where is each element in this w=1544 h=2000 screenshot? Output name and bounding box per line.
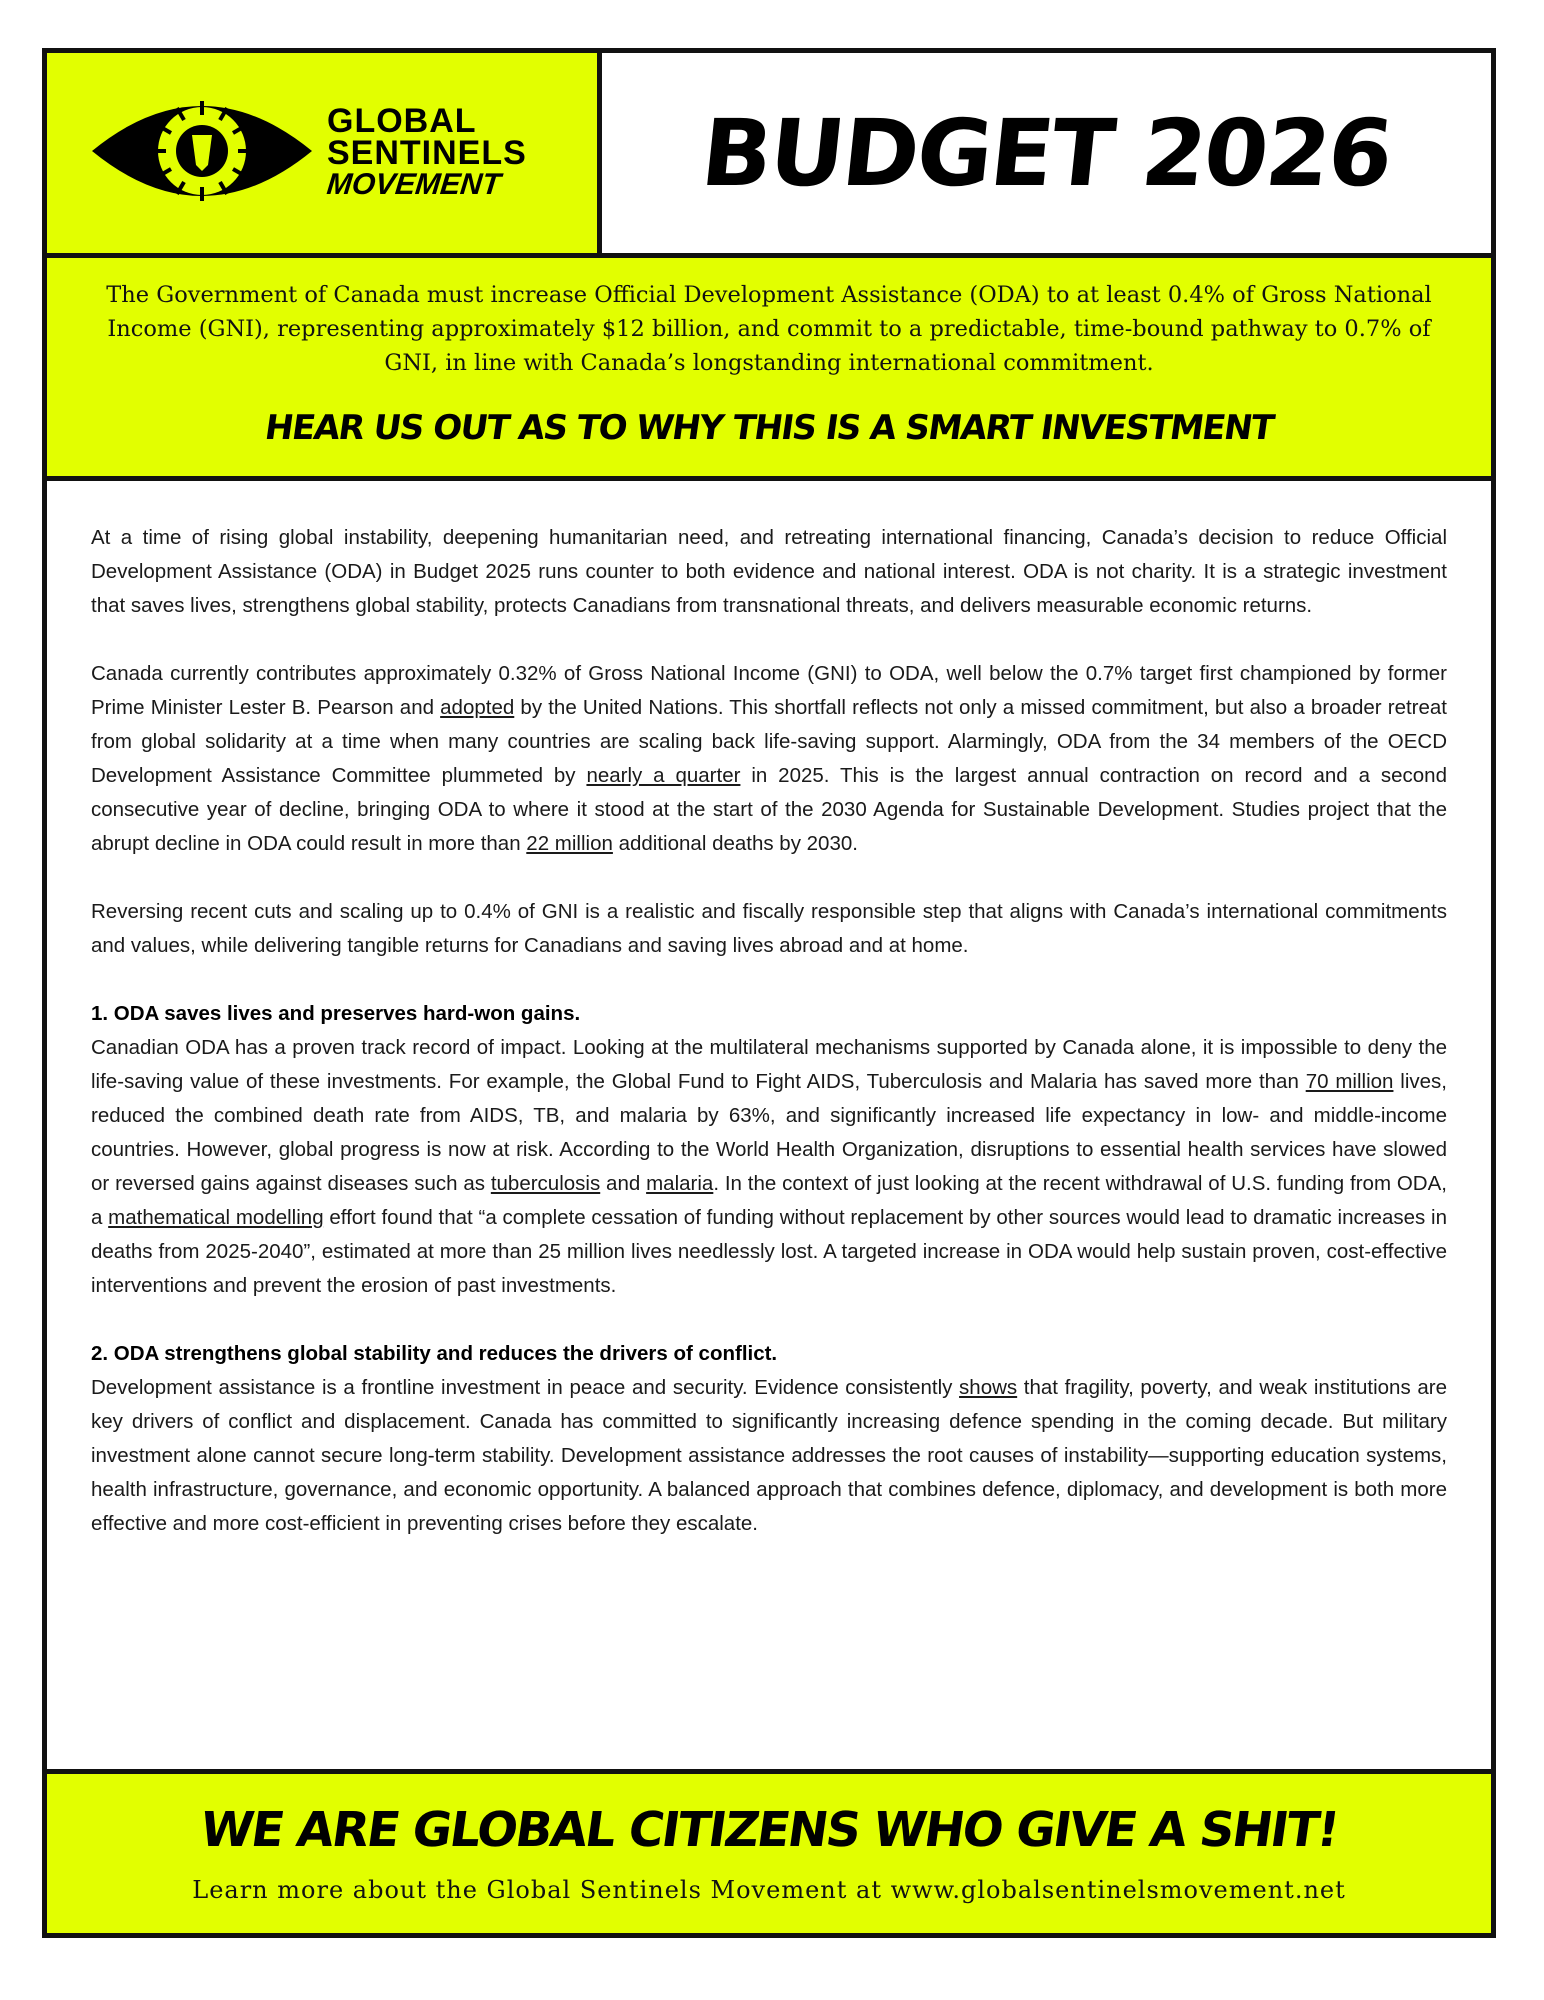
tagline: HEAR US OUT AS TO WHY THIS IS A SMART INVESTMENT [262, 408, 1276, 448]
footer-slogan: WE ARE GLOBAL CITIZENS WHO GIVE A SHIT! [196, 1802, 1342, 1858]
text-span: additional deaths by 2030. [612, 832, 858, 855]
eye-icon [87, 91, 317, 211]
link-nearly-a-quarter[interactable]: nearly a quarter [586, 764, 741, 787]
page-title: BUDGET 2026 [696, 99, 1397, 207]
section-1-heading: 1. ODA saves lives and preserves hard-won gains. [91, 1002, 581, 1025]
logo-line-2: SENTINELS [327, 134, 527, 172]
section-2-heading: 2. ODA strengthens global stability and reduces the drivers of conflict. [91, 1342, 778, 1365]
link-mathematical-modelling[interactable]: mathematical modelling [108, 1206, 324, 1229]
text-span: and [600, 1172, 647, 1195]
title-panel [602, 53, 1491, 253]
footer-panel [47, 1769, 1491, 1933]
text-span: lives, reduced the combined death rate from AIDS, TB, and malaria by 63%, and significantly increased life expectancy in low- and middle-income countries. However, global progress is now at risk. According to the World Health Organization, disruptions to essential health services have slowed or reversed gains against diseases such as [91, 1070, 1447, 1195]
paragraph-3: Reversing recent cuts and scaling up to 0.4% of GNI is a realistic and fiscally responsible step that aligns with Canada’s international commitments and values, while delivering tangible returns for Canadians and saving lives abroad and at home. [91, 900, 1447, 957]
link-22-million[interactable]: 22 million [526, 832, 613, 855]
text-span: effort found that “a complete cessation of funding without replacement by other sources would lead to dramatic increases in deaths from 2025-2040”, estimated at more than 25 million lives needlessly lost. A targeted increase in ODA would help sustain proven, cost-effective interventions and prevent the erosion of past investments. [91, 1206, 1447, 1297]
text-span: . In the context of just looking at the recent withdrawal of U.S. funding from ODA, a [91, 1172, 1447, 1229]
logo-panel [47, 53, 602, 253]
header [47, 53, 1491, 253]
paragraph-1: At a time of rising global instability, deepening humanitarian need, and retreating international financing, Canada’s decision to reduce Official Development Assistance (ODA) in Budget 2025 runs counter to both evidence and national interest. ODA is not charity. It is a strategic investment that saves lives, strengthens global stability, protects Canadians from transnational threats, and delivers measurable economic returns. [91, 526, 1447, 617]
text-span: that fragility, poverty, and weak institutions are key drivers of conflict and displacement. Canada has committed to significantly increasing defence spending in the coming decade. But military investment alone cannot secure long-term stability. Development assistance addresses the root causes of instability—supporting education systems, health infrastructure, governance, and economic opportunity. A balanced approach that combines defence, diplomacy, and development is both more effective and more cost-efficient in preventing crises before they escalate. [91, 1376, 1447, 1535]
link-tuberculosis[interactable]: tuberculosis [490, 1172, 601, 1195]
text-span: by the United Nations. This shortfall reflects not only a missed commitment, but also a broader retreat from global solidarity at a time when many countries are scaling back life-saving support. Alarmingly, ODA from the 34 members of the OECD Development Assistance Committee plummeted by [91, 696, 1447, 787]
intro-panel [47, 253, 1491, 481]
link-70-million[interactable]: 70 million [1305, 1070, 1394, 1093]
link-malaria[interactable]: malaria [646, 1172, 714, 1195]
link-shows[interactable]: shows [959, 1376, 1018, 1399]
logo-wordmark [325, 102, 527, 201]
text-span: Canada currently contributes approximately 0.32% of Gross National Income (GNI) to ODA, well below the 0.7% target first championed by former Prime Minister Lester B. Pearson and [91, 662, 1447, 719]
text-span: Development assistance is a frontline investment in peace and security. Evidence consistently [91, 1376, 960, 1399]
text-span: Canadian ODA has a proven track record of impact. Looking at the multilateral mechanisms supported by Canada alone, it is impossible to deny the life-saving value of these investments. For example, the Global Fund to Fight AIDS, Tuberculosis and Malaria has saved more than [91, 1036, 1447, 1093]
paragraph-2 [91, 657, 1447, 861]
section-2-text [91, 1371, 1447, 1541]
footer-learn-more: Learn more about the Global Sentinels Movement at www.globalsentinelsmovement.net [192, 1876, 1346, 1904]
body-content [91, 521, 1447, 1575]
text-span: in 2025. This is the largest annual contraction on record and a second consecutive year of decline, bringing ODA to where it stood at the start of the 2030 Agenda for Sustainable Development. Studies project that the abrupt decline in ODA could result in more than [91, 764, 1447, 855]
link-adopted[interactable]: adopted [440, 696, 515, 719]
page-frame [42, 48, 1496, 1938]
section-1-text [91, 1031, 1447, 1303]
logo-line-1: GLOBAL [327, 102, 477, 140]
logo-line-3: MOVEMENT [325, 168, 503, 201]
intro-statement: The Government of Canada must increase Official Development Assistance (ODA) to at least 0.4% of Gross National Income (GNI), representing approximately $12 billion, and commit to a predictable, time-bound pathway to 0.7% of GNI, in line with Canada’s longstanding international commitment. [106, 282, 1432, 376]
